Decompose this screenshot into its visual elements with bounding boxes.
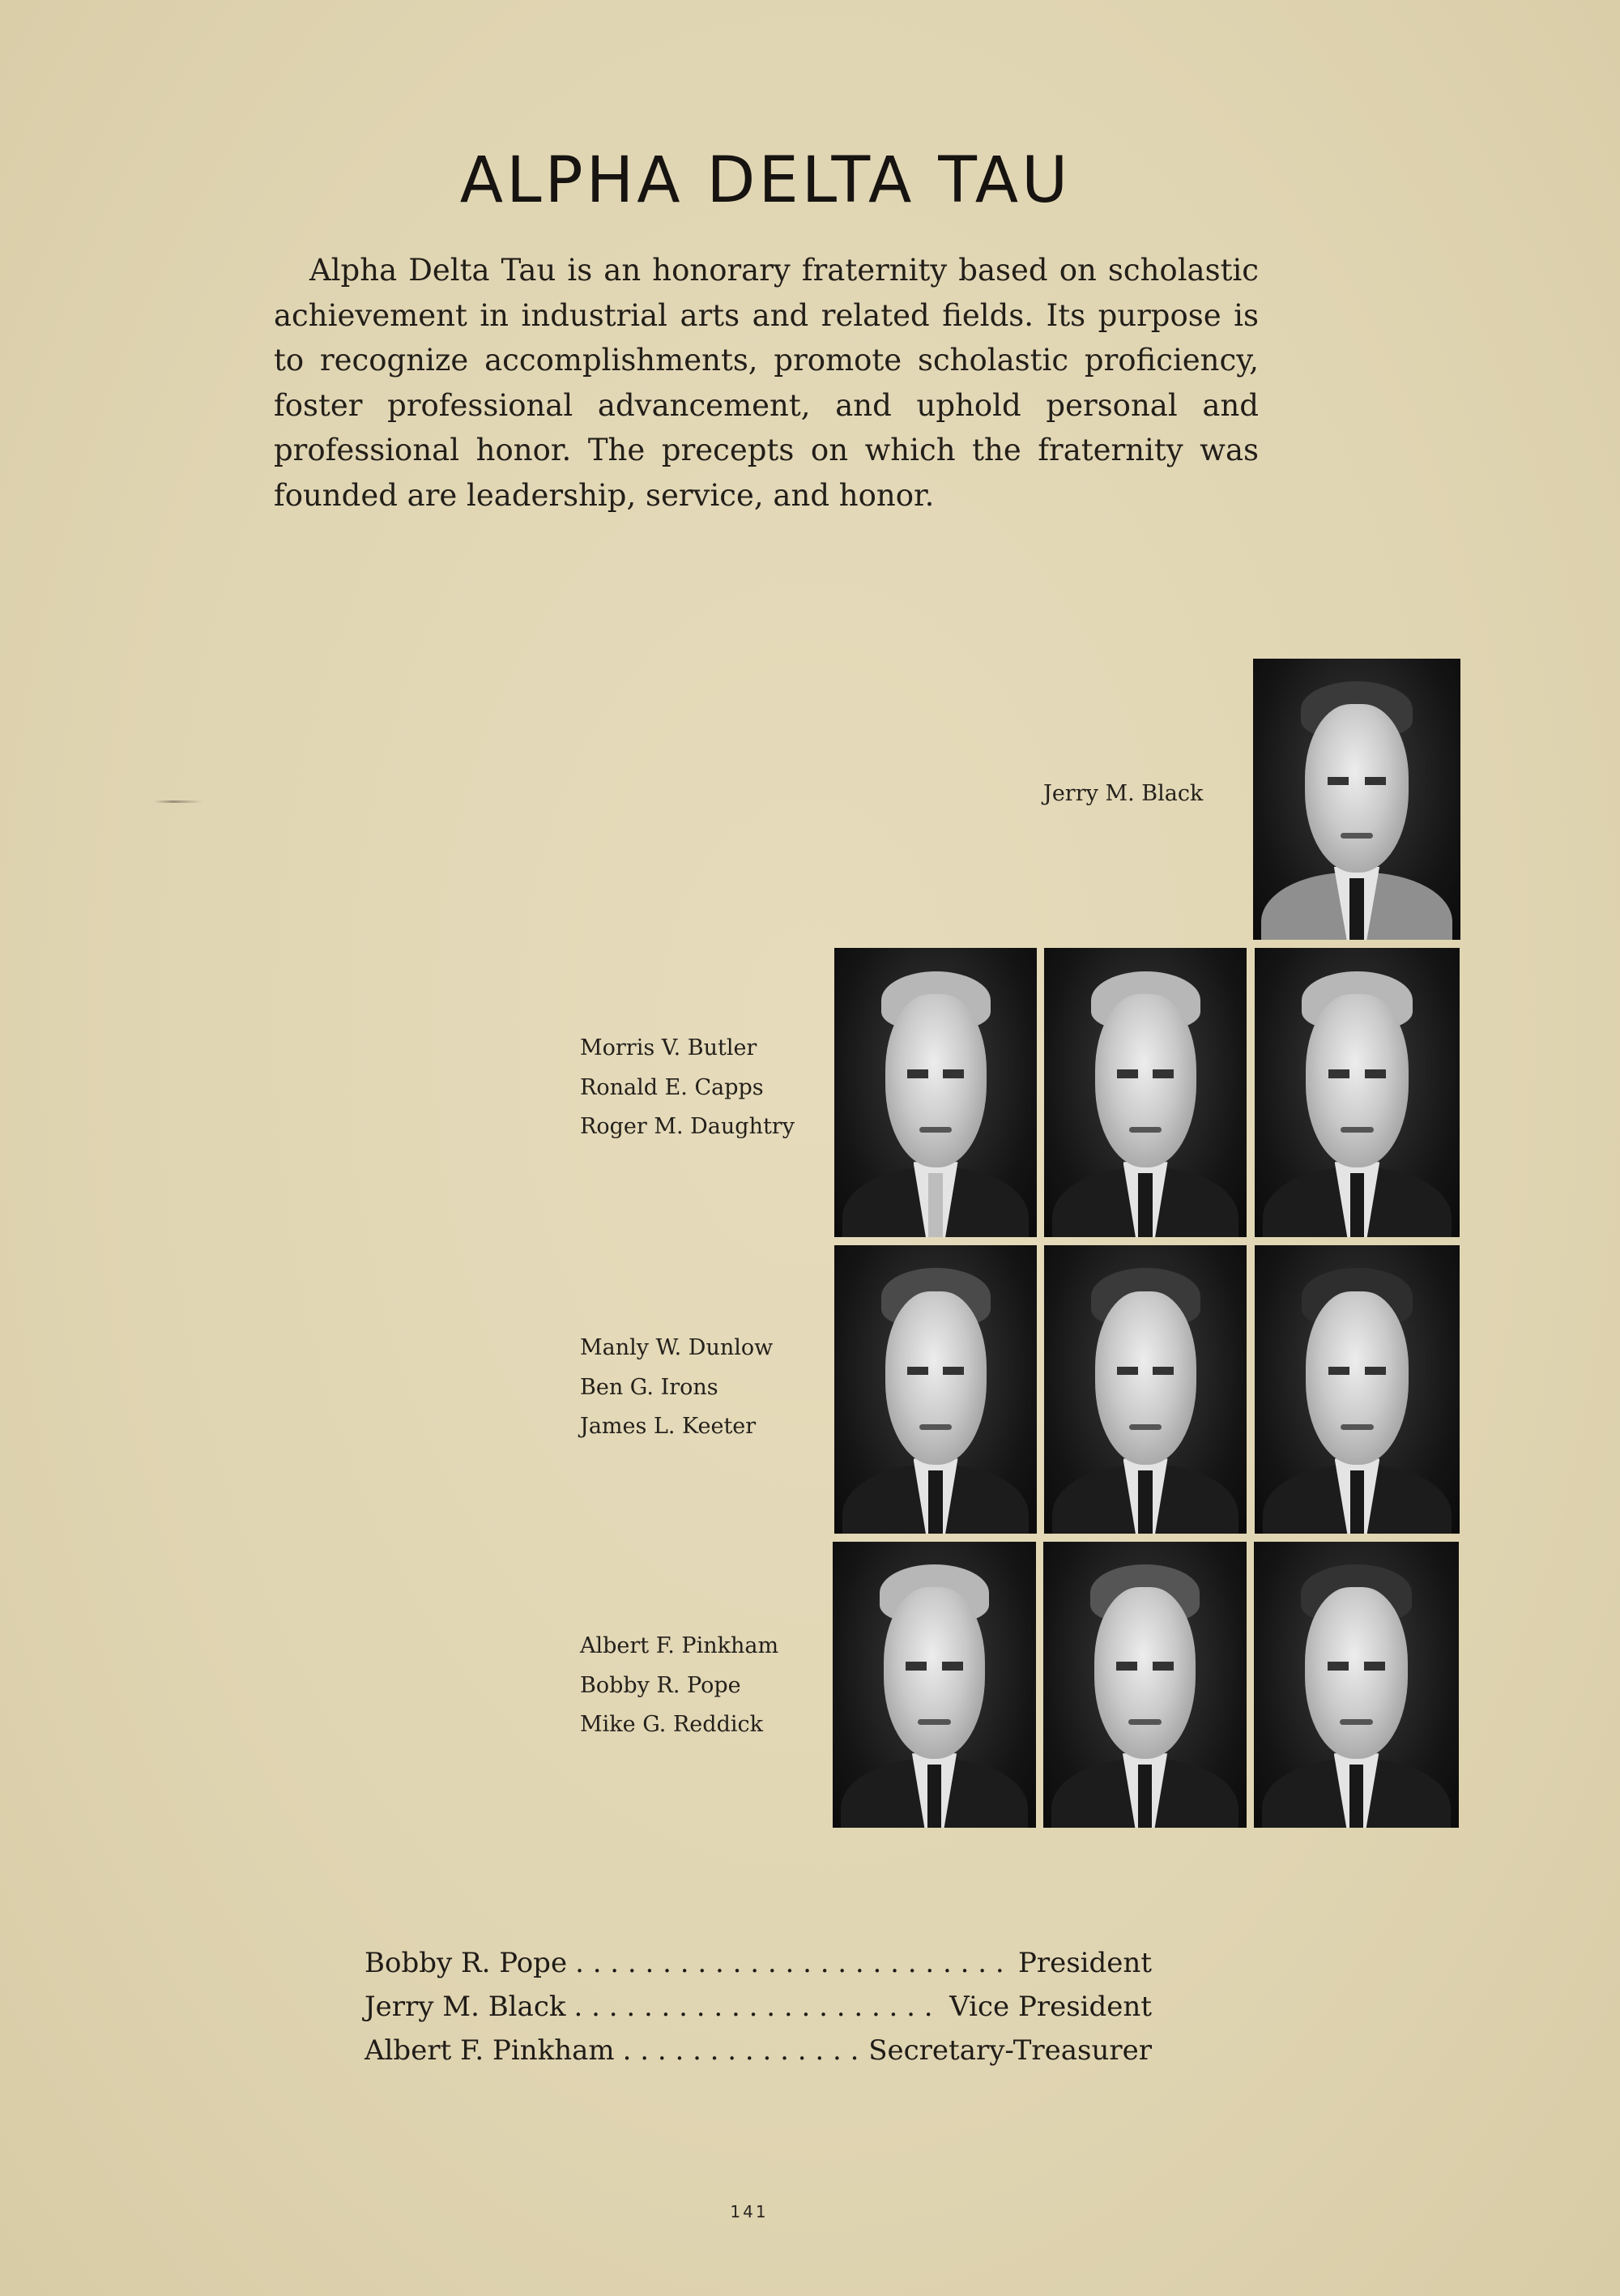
portrait [1044,1245,1247,1534]
page-title: ALPHA DELTA TAU [459,144,1072,217]
portrait [1255,1245,1460,1534]
portrait [1044,948,1247,1237]
officer-row [364,1941,1152,1985]
officer-office: President [1017,1947,1152,1979]
member-name: Bobby R. Pope [580,1672,741,1698]
portrait [833,1542,1036,1828]
intro-paragraph: Alpha Delta Tau is an honorary fraternity based on scholastic achievement in industrial arts and related fields. Its purpose is to recognize accomplishments, promote scholastic proficiency, foster professional advancement, and uphold personal and professional honor. The precepts on which the fraternity was founded are leadership, service, and honor. [274,253,1259,513]
officer-office: Vice President [949,1991,1152,2023]
member-name: Manly W. Dunlow [580,1335,774,1360]
member-name: Jerry M. Black [1043,781,1204,806]
portrait [834,948,1037,1237]
officer-office: Secretary-Treasurer [868,2034,1152,2067]
portrait [1255,948,1460,1237]
portrait [834,1245,1037,1534]
caption-top [1043,775,1203,814]
caption-row-3 [580,1627,778,1745]
member-name: Mike G. Reddick [580,1712,763,1737]
officer-name: Jerry M. Black [364,1991,566,2023]
member-name: Albert F. Pinkham [580,1633,779,1658]
leader-dots [573,1985,941,2029]
leader-dots [623,2029,861,2072]
caption-row-1 [580,1029,795,1147]
margin-mark [154,800,202,803]
officer-name: Albert F. Pinkham [364,2034,615,2067]
member-name: Ronald E. Capps [580,1074,764,1100]
officer-row [364,1985,1152,2029]
officer-name: Bobby R. Pope [364,1947,568,1979]
caption-row-2 [580,1329,773,1447]
portrait [1254,1542,1459,1828]
page-number: 141 [730,2202,769,2221]
portrait [1043,1542,1247,1828]
member-name: Ben G. Irons [580,1374,718,1400]
officers-list [364,1941,1152,2072]
officer-row [364,2029,1152,2072]
leader-dots [575,1941,1010,1985]
portrait-top [1253,659,1460,940]
member-name: Morris V. Butler [580,1035,757,1061]
member-name: James L. Keeter [580,1414,757,1439]
member-name: Roger M. Daughtry [580,1114,795,1139]
